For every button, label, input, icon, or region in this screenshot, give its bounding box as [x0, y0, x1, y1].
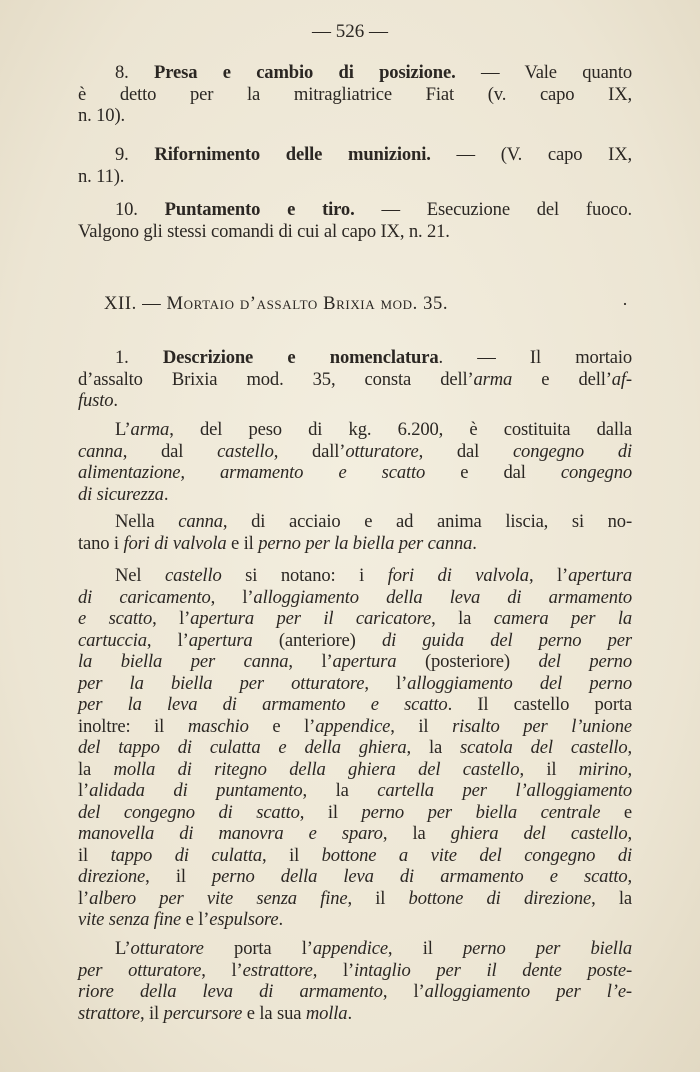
italic-term: e scatto	[78, 608, 153, 629]
text-run: l’	[78, 780, 90, 801]
text-run: (posteriore)	[396, 651, 539, 672]
italic-term: apertura	[332, 651, 397, 672]
text-run: , il	[299, 801, 362, 823]
italic-term: cartella per l’alloggiamento	[377, 780, 632, 801]
text-run: , il	[390, 715, 453, 737]
text-line	[78, 1003, 632, 1025]
italic-term: di caricamento	[78, 586, 211, 608]
text-line	[78, 630, 632, 652]
text-run: l’	[78, 887, 90, 909]
text-run: , il	[519, 758, 579, 780]
text-run: si notano: i	[221, 565, 388, 586]
text-line	[78, 533, 632, 555]
text-line	[78, 694, 632, 716]
text-run: la	[78, 758, 114, 780]
text-line	[78, 419, 632, 441]
text-run: , l’	[146, 629, 189, 651]
italic-term: alloggiamento del perno	[407, 672, 632, 694]
text-run: , dall’	[273, 440, 346, 462]
italic-term: molla di ritegno della ghiera del castello	[113, 758, 520, 780]
text-run: porta l’	[203, 938, 313, 959]
italic-term: apertura per il caricatore	[190, 608, 432, 629]
text-line	[78, 144, 632, 166]
italic-term: apertura	[188, 629, 253, 651]
italic-term: arma	[130, 419, 170, 440]
text-line	[78, 960, 632, 982]
text-run: , dal	[418, 440, 513, 462]
text-line	[78, 441, 632, 463]
italic-term: riore della leva di armamento	[78, 981, 383, 1002]
text-run: , la	[382, 823, 451, 844]
italic-term: del perno	[538, 651, 632, 672]
text-line	[78, 673, 632, 695]
text-line	[78, 166, 632, 188]
italic-term: percursore	[163, 1002, 243, 1024]
italic-term: bottone di direzione	[408, 887, 592, 909]
text-run: , di acciaio e ad anima liscia, si no-	[222, 511, 632, 532]
text-run: e l’	[181, 909, 210, 930]
italic-term: albero per vite senza fine	[89, 887, 348, 909]
italic-term: molla	[305, 1002, 348, 1024]
text-line	[78, 651, 632, 673]
text-line	[78, 565, 632, 587]
text-run: . Il castello porta	[447, 694, 632, 715]
text-run: .	[278, 909, 283, 930]
text-run: , l’	[201, 959, 243, 981]
text-run: L’	[115, 419, 131, 440]
stray-mark: ·	[622, 294, 628, 314]
text-run: , la	[406, 737, 461, 758]
italic-term: af-	[611, 368, 632, 390]
italic-term: fusto	[78, 390, 114, 411]
italic-term: alimentazione, armamento e scatto	[78, 462, 426, 483]
text-line	[78, 866, 632, 888]
text-run: , l’	[364, 672, 408, 694]
italic-term: perno della leva di armamento e scatto	[212, 866, 628, 887]
text-line	[78, 909, 632, 931]
text-run: tano i	[78, 532, 124, 554]
paragraph-8-presa-e-cambio	[78, 62, 632, 127]
text-line	[78, 511, 632, 533]
text-run: n. 10).	[78, 105, 125, 126]
italic-term: del congegno di scatto	[78, 801, 300, 823]
text-line	[78, 462, 632, 484]
bold-term: Rifornimento delle munizioni.	[154, 144, 431, 165]
text-run: , l’	[288, 651, 333, 672]
text-run: e	[600, 801, 632, 823]
text-line	[78, 221, 632, 243]
text-run: Nella	[115, 511, 179, 532]
text-line	[78, 608, 632, 630]
italic-term: espulsore	[209, 909, 279, 930]
italic-term: appendice	[315, 715, 391, 737]
text-run: , l’	[312, 959, 355, 981]
text-run: ,	[627, 823, 633, 844]
text-run: , l’	[528, 565, 569, 586]
italic-term: per otturatore	[78, 959, 202, 981]
text-run: , l’	[210, 586, 254, 608]
italic-term: manovella di manovra e sparo	[78, 823, 383, 844]
italic-term: fori di valvola	[387, 565, 529, 586]
italic-term: maschio	[187, 715, 249, 737]
italic-term: perno per biella	[463, 938, 632, 959]
text-line	[78, 981, 632, 1003]
paragraph-1-descrizione	[78, 347, 632, 412]
text-run: , la	[431, 608, 494, 629]
italic-term: castello	[164, 565, 222, 586]
text-run: , l’	[382, 981, 425, 1002]
text-run: , la	[591, 887, 633, 909]
text-line	[78, 737, 632, 759]
italic-term: canna	[178, 511, 223, 532]
text-run: .	[347, 1002, 352, 1024]
italic-term: otturatore	[130, 938, 204, 959]
italic-term: alloggiamento della leva di armamento	[253, 586, 632, 608]
italic-term: fori di valvola	[123, 532, 227, 554]
italic-term: intaglio per il dente poste-	[354, 959, 633, 981]
bold-term: Descrizione e nomenclatura	[162, 347, 439, 368]
text-run: , il	[387, 938, 464, 959]
text-run: , il	[262, 844, 322, 866]
text-run: d’assalto Brixia mod. 35, consta dell’	[78, 368, 474, 390]
text-run: , l’	[152, 608, 191, 629]
italic-term: di sicurezza	[78, 483, 164, 505]
paragraph-otturatore	[78, 938, 632, 1024]
text-run: ,	[627, 866, 632, 887]
text-run: — (V. capo IX,	[430, 144, 632, 165]
text-line	[78, 802, 632, 824]
paragraph-10-puntamento	[78, 199, 632, 242]
text-run: e l’	[248, 715, 316, 737]
italic-term: congegno di	[512, 440, 633, 462]
text-run: inoltre: il	[78, 715, 188, 737]
text-run: e la sua	[242, 1002, 306, 1024]
italic-term: strattore	[78, 1002, 141, 1024]
italic-term: estrattore	[242, 959, 313, 981]
italic-term: cartuccia	[78, 629, 147, 651]
text-run: 1.	[115, 347, 163, 368]
text-line	[78, 716, 632, 738]
text-line	[78, 369, 632, 391]
italic-term: arma	[473, 368, 513, 390]
text-run: Valgono gli stessi comandi di cui al capo IX, n. 21.	[78, 220, 450, 242]
text-run: — Vale quanto	[455, 62, 632, 83]
text-line	[78, 105, 632, 127]
text-run: .	[472, 532, 477, 554]
text-run: .	[163, 483, 169, 505]
text-line	[78, 347, 632, 369]
italic-term: tappo di culatta	[110, 844, 263, 866]
italic-term: di guida del perno per	[381, 629, 632, 651]
text-run: , il	[145, 866, 213, 887]
bold-term: Puntamento e tiro.	[164, 199, 355, 220]
italic-term: vite senza fine	[78, 909, 182, 930]
italic-term: perno per biella centrale	[361, 801, 601, 823]
italic-term: castello	[217, 440, 274, 462]
paragraph-9-rifornimento	[78, 144, 632, 187]
italic-term: mirino	[578, 758, 628, 780]
italic-term: scatola del castello	[460, 737, 628, 758]
text-line	[78, 84, 632, 106]
italic-term: alidada di puntamento	[89, 780, 303, 801]
italic-term: per la biella per otturatore	[78, 672, 365, 694]
section-heading: XII. — Mortaio d’assalto Brixia mod. 35.	[104, 293, 449, 314]
italic-term: risalto per l’unione	[452, 715, 632, 737]
italic-term: direzione	[78, 866, 146, 887]
italic-term: apertura	[568, 565, 632, 586]
text-run: . — Il mortaio	[438, 347, 632, 368]
text-run: , la	[302, 780, 378, 801]
text-run: 8.	[115, 62, 155, 83]
text-run: , il	[347, 887, 409, 909]
text-line	[78, 199, 632, 221]
text-run: e dal	[425, 462, 561, 483]
text-line	[78, 759, 632, 781]
text-run: ,	[627, 758, 632, 780]
text-run: L’	[115, 938, 131, 959]
text-line	[78, 587, 632, 609]
italic-term: per la leva di armamento e scatto	[78, 694, 448, 715]
page-number: — 526 —	[312, 21, 388, 42]
text-line	[78, 938, 632, 960]
text-run: ,	[627, 737, 632, 758]
text-run: (anteriore)	[252, 629, 382, 651]
paragraph-canna	[78, 511, 632, 554]
italic-term: del tappo di culatta e della ghiera	[78, 737, 407, 758]
italic-term: otturatore	[345, 440, 419, 462]
italic-term: appendice	[312, 938, 388, 959]
text-run: il	[78, 844, 111, 866]
paragraph-castello	[78, 565, 632, 931]
paragraph-arma	[78, 419, 632, 505]
text-run: 10.	[115, 199, 165, 220]
text-line	[78, 888, 632, 910]
italic-term: perno per la biella per canna	[258, 532, 473, 554]
text-line	[78, 823, 632, 845]
text-line	[78, 780, 632, 802]
italic-term: la biella per canna	[78, 651, 289, 672]
text-run: — Esecuzione del fuoco.	[354, 199, 632, 220]
text-line	[78, 390, 632, 412]
italic-term: canna	[78, 440, 123, 462]
text-run: n. 11).	[78, 165, 125, 187]
text-run: 9.	[115, 144, 155, 165]
italic-term: alloggiamento per l’e-	[424, 981, 632, 1002]
bold-term: Presa e cambio di posizione.	[154, 62, 456, 83]
text-line	[78, 845, 632, 867]
italic-term: bottone a vite del congegno di	[321, 844, 632, 866]
text-run: è detto per la mitragliatrice Fiat (v. capo IX,	[78, 83, 632, 105]
italic-term: camera per la	[493, 608, 633, 629]
text-run: Nel	[115, 565, 165, 586]
text-run: e dell’	[512, 368, 612, 390]
text-run: .	[113, 390, 118, 411]
text-run: , del peso di kg. 6.200, è costituita dalla	[169, 419, 632, 440]
text-run: , dal	[122, 440, 218, 462]
italic-term: ghiera del castello	[450, 823, 628, 844]
italic-term: congegno	[560, 462, 632, 483]
text-line	[78, 484, 632, 506]
text-line	[78, 62, 632, 84]
text-run: , il	[140, 1002, 164, 1024]
text-run: e il	[226, 532, 259, 554]
